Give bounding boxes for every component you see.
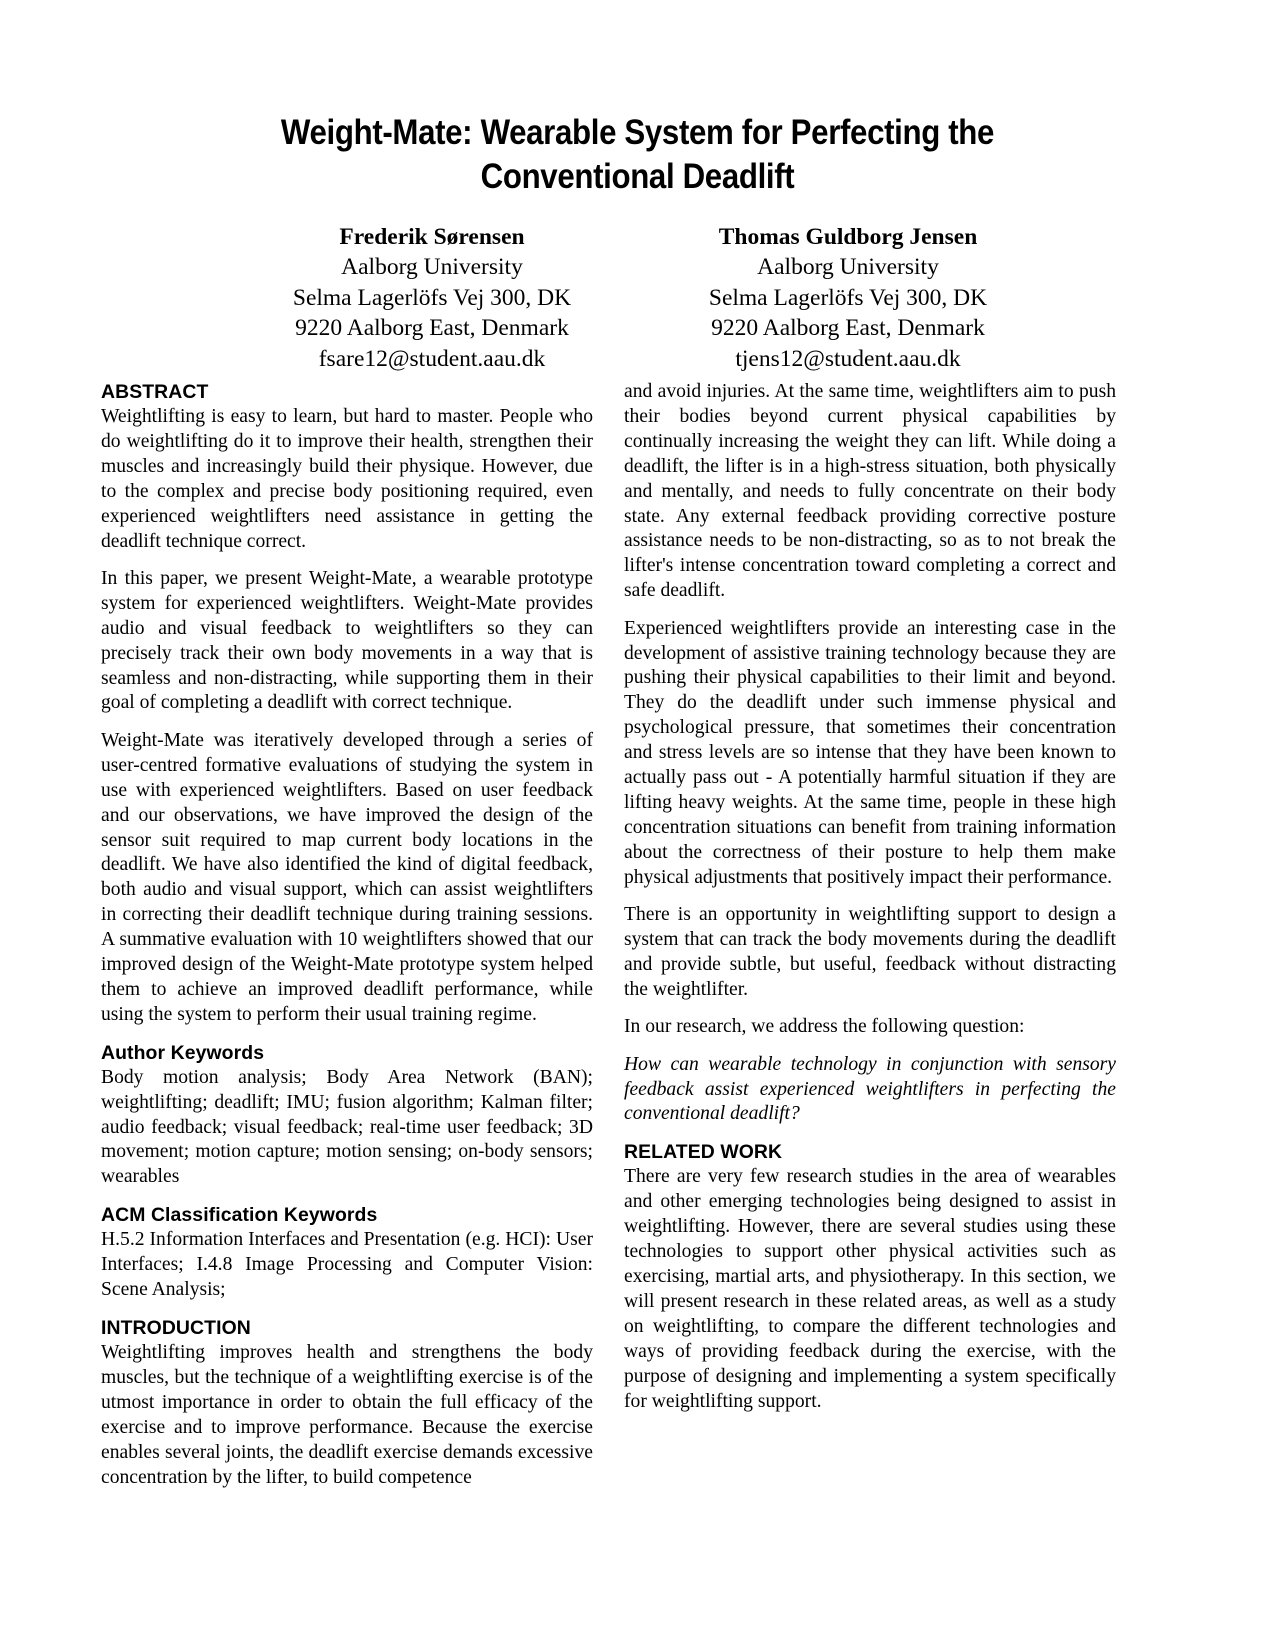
introduction-paragraph: Experienced weightlifters provide an interesting case in the development of assistive training technology because they are pushing their physical capabilities to their limit and beyond. They do the deadlift under such immense physical and psychological pressure, that sometimes their concentration and stress levels are so intense that they have been known to actually pass out - A potentially harmful situation if they are lifting heavy weights. At the same time, people in these high concentration situations can benefit from training information about the correctness of their posture to help them make physical adjustments that positively impact their performance. [624,617,1116,888]
author-address-line-1: Selma Lagerlöfs Vej 300, DK [708,284,988,311]
author-address-line-2: 9220 Aalborg East, Denmark [711,315,985,342]
left-column [101,380,593,1490]
introduction-paragraph-continued: and avoid injuries. At the same time, weightlifters aim to push their bodies beyond current physical capabilities by continually increasing the weight they can lift. While doing a deadlift, the lifter is in a high-stress situation, both physically and mentally, and needs to fully concentrate on their body state. Any external feedback providing corrective posture assistance needs to be non-distracting, so as to not break the lifter's intense concentration toward completing a correct and safe deadlift. [624,381,1116,602]
author-affiliation: Aalborg University [757,254,939,281]
abstract-paragraph: In this paper, we present Weight-Mate, a wearable prototype system for experienced weightlifters. Weight-Mate provides audio and visual feedback to weightlifters so they can precisely track their own body movements in a way that is seamless and non-distracting, while supporting them in their goal of completing a deadlift with correct technique. [101,567,593,714]
introduction-paragraph: There is an opportunity in weightlifting support to design a system that can track the body movements during the deadlift and provide subtle, but useful, feedback without distracting the weightlifter. [624,904,1116,1000]
abstract-paragraph: Weightlifting is easy to learn, but hard to master. People who do weightlifting do it to improve their health, strengthen their muscles and increasingly build their physique. However, due to the complex and precise body positioning required, even experienced weightlifters need assistance in getting the deadlift technique correct. [101,406,593,552]
author-block [160,222,1120,374]
author-entry [688,222,1008,374]
author-name: Frederik Sørensen [339,224,525,250]
section-heading-acm-classification: ACM Classification Keywords [101,1204,378,1227]
related-work-paragraph: There are very few research studies in the area of wearables and other emerging technologies being designed to assist in weightlifting. However, there are several studies using these technologies to support other physical activities such as exercising, martial arts, and physiotherapy. In this section, we will present research in these related areas, as well as a study on weightlifting, to compare the different technologies and ways of providing feedback during the exercise, with the purpose of designing and implementing a system specifically for weightlifting support. [624,1166,1116,1412]
abstract-paragraph: Weight-Mate was iteratively developed through a series of user-centred formative evaluations of studying the system in use with experienced weightlifters. Based on user feedback and our observations, we have improved the design of the sensor suit required to map current body locations in the deadlift. We have also identified the kind of digital feedback, both audio and visual support, which can assist weightlifters in correcting their deadlift technique during training sessions. A summative evaluation with 10 weightlifters showed that our improved design of the Weight-Mate prototype system helped them to achieve an improved deadlift performance, while using the system to perform their usual training regime. [101,729,593,1025]
introduction-paragraph: In our research, we address the following question: [624,1016,1025,1038]
introduction-paragraph: Weightlifting improves health and strengthens the body muscles, but the technique of a weightlifting exercise is of the utmost importance in order to obtain the full efficacy of the exercise and to improve performance. Because the exercise enables several joints, the deadlift exercise demands excessive concentration by the lifter, to build competence [101,1342,593,1488]
section-heading-abstract: ABSTRACT [101,381,209,403]
section-heading-related-work: RELATED WORK [624,1141,783,1164]
author-email[interactable]: fsare12@student.aau.dk [318,345,546,372]
title-block [150,110,1125,198]
author-entry [272,222,592,374]
author-affiliation: Aalborg University [341,254,523,281]
research-question: How can wearable technology in conjunction with sensory feedback assist experienced weightlifters in perfecting the conventional deadlift? [624,1053,1116,1125]
author-keywords-body: Body motion analysis; Body Area Network (BAN); weightlifting; deadlift; IMU; fusion algorithm; Kalman filter; audio feedback; visual feedback; real-time user feedback; 3D movement; motion capture; motion sensing; on-body sensors; wearables [101,1066,593,1188]
author-address-line-1: Selma Lagerlöfs Vej 300, DK [292,284,572,311]
acm-classification-body: H.5.2 Information Interfaces and Presentation (e.g. HCI): User Interfaces; I.4.8 Image Processing and Computer Vision: Scene Analysis; [101,1229,593,1301]
right-column [624,380,1116,1414]
author-email[interactable]: tjens12@student.aau.dk [735,345,961,372]
section-heading-introduction: INTRODUCTION [101,1317,251,1339]
author-address-line-2: 9220 Aalborg East, Denmark [295,315,569,342]
page-title: Weight-Mate: Wearable System for Perfecting the Conventional Deadlift [280,112,995,196]
section-heading-author-keywords: Author Keywords [101,1041,265,1064]
author-name: Thomas Guldborg Jensen [718,224,978,250]
